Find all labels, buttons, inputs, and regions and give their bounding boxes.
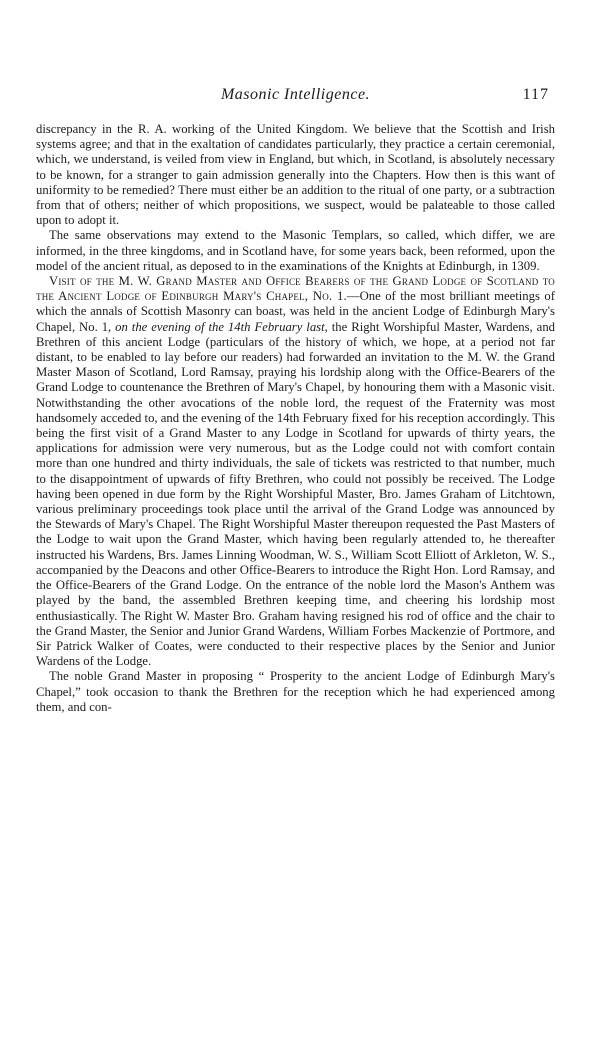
running-title: Masonic Intelligence. bbox=[220, 86, 371, 103]
page-number: 117 bbox=[522, 86, 549, 103]
paragraph-2: The same observations may extend to the Masonic Templars, so called, which differ, we are informed, in the three kingdoms, and in Scotland have, for some years back, been reformed, upon the model of the ancient ritual, as deposed to in the examinations of the Knights at Edinburgh, in 1309. bbox=[36, 228, 555, 273]
paragraph-3-body: the Right Worshipful Master, Wardens, and Brethren of this ancient Lodge (particulars of the history of which, we hope, at a period not far distant, to be enabled to lay before our readers) had forwarded an invitation to the M. W. the Grand Master Mason of Scotland, Lord Ramsay, praying his lordship along with the Office-Bearers of the Grand Lodge to countenance the Brethren of Mary's Chapel, by honouring them with a Masonic visit. Notwithstanding the other avocations of the noble lord, the request of the Fraternity was most handsomely acceded to, and the evening of the 14th February fixed for his reception accordingly. This being the first visit of a Grand Master to any Lodge in Scotland for upwards of thirty years, the applications for admission were very numerous, but as the Lodge could not with comfort contain more than one hundred and thirty individuals, the sale of tickets was restricted to that number, much to the disappointment of upwards of fifty Brethren, who could not possibly be received. The Lodge having been opened in due form by the Right Worshipful Master, Bro. James Graham of Litchtown, various preliminary proceedings took place until the arrival of the Grand Lodge was announced by the Stewards of Mary's Chapel. The Right Worshipful Master thereupon requested the Past Masters of the Lodge to wait upon the Grand Master, which having been regularly attended to, he thereafter instructed his Wardens, Brs. James Linning Woodman, W. S., William Scott Elliott of Arkleton, W. S., accompanied by the Deacons and other Office-Bearers to introduce the Right Hon. Lord Ramsay, and the Office-Bearers of the Grand Lodge. On the entrance of the noble lord the Mason's Anthem was played by the band, the assembled Brethren keeping time, and cheering his lordship most enthusiastically. The Right W. Master Bro. Graham having resigned his rod of office and the chair to the Grand Master, the Senior and Junior Grand Wardens, William Forbes Mackenzie of Portmore, and Sir Patrick Walker of Coates, were conducted to their respective places by the Senior and Junior Wardens of the Lodge. bbox=[36, 319, 556, 669]
paragraph-4: The noble Grand Master in proposing “ Prosperity to the ancient Lodge of Edinburgh Mary's Chapel,” took occasion to thank the Brethren for the reception which he had experienced among them, and con- bbox=[36, 669, 555, 714]
page-header bbox=[36, 86, 555, 110]
paragraph-3-lead: —One of the most brilliant meetings of which the annals of Scottish Masonry can boast, was held in the ancient Lodge of Edinburgh Mary's Chapel, No. 1, bbox=[36, 289, 555, 334]
section-heading: Visit of the M. W. Grand Master and Office Bearers of the Grand Lodge of Scotland to the Ancient Lodge of Edinburgh Mary's Chapel, No. 1. bbox=[36, 274, 555, 304]
paragraph-3 bbox=[36, 274, 555, 669]
paragraph-1: discrepancy in the R. A. working of the United Kingdom. We believe that the Scottish and Irish systems agree; and that in the exaltation of candidates particularly, they practice a certain ceremonial, which, we understand, is veiled from view in England, but which, in Scotland, is absolutely necessary to be known, for a stranger to gain admission generally into the Chapters. How then is this want of uniformity to be remedied? There must either be an addition to the ritual of one party, or a subtraction from that of others; neither of which propositions, we suspect, would be palateable to those called upon to adopt it. bbox=[36, 122, 555, 228]
article-body bbox=[36, 122, 555, 715]
paragraph-3-date: on the evening of the 14th February last, bbox=[115, 319, 328, 334]
